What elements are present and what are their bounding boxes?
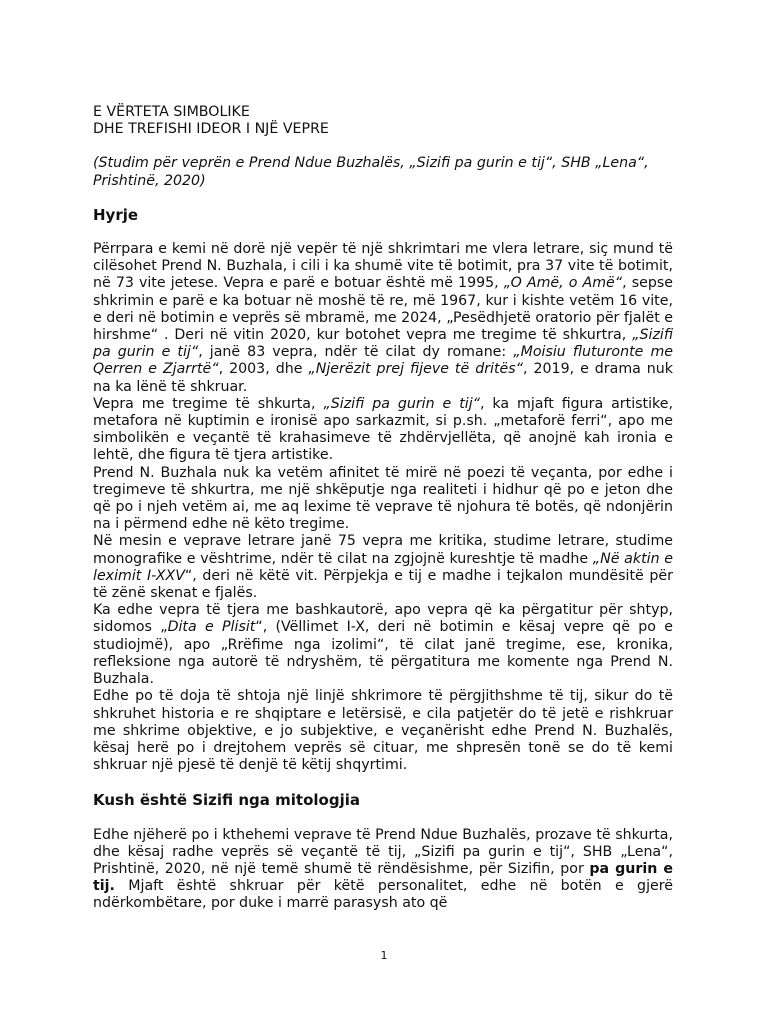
document-title [93, 104, 673, 138]
bold-run: pa gurin e tij. [93, 860, 673, 895]
paragraph-3: Prend N. Buzhala nuk ka vetëm afinitet të mirë në poezi të veçanta, por edhe i tregimeve të shkurtra, me një shkëputje nga realiteti i hidhur që po e jeton dhe që po i njeh vetëm ai, me aq lexime të veprave të njohura të botës, që ndonjërin na i përmend edhe në këto tregime. [93, 464, 673, 533]
text-run: Vepra me tregime të shkurta, [93, 395, 324, 412]
italic-run: „Sizifi pa gurin e tij“ [323, 395, 480, 412]
text-run: , 2019, e drama nuk na ka lënë të shkruar. [93, 361, 674, 395]
italic-run: „Njerëzit prej fijeve të dritës“ [308, 361, 524, 378]
italic-run: „Moisiu fluturonte me Qerren e Zjarrtë“ [93, 344, 673, 378]
text-run: , 2003, dhe [218, 361, 309, 378]
text-run: Në mesin e veprave letrare janë 75 vepra me kritika, studime letrare, studime monografike e vështrime, ndër të cilat na zgjojnë kureshtje të madhe [93, 533, 673, 567]
italic-run: Dita e Plisit [167, 619, 256, 636]
text-run: Përrpara e kemi në dorë një vepër të një shkrimtari me vlera letrare, siç mund të cilësohet Prend N. Buzhala, i cili i ka shumë vite të botimit, pra 37 vite të botimit, në 73 vite jetese. Vepra e parë e botuar është më 1995, [93, 241, 673, 292]
title-line-1: E VËRTETA SIMBOLIKE [93, 104, 250, 120]
paragraph-5 [93, 602, 673, 688]
section-hyrje-body [93, 241, 673, 774]
italic-run: „O Amë, o Amë“ [503, 275, 623, 292]
page-number: 1 [380, 949, 388, 962]
title-line-2: DHE TREFISHI IDEOR I NJË VEPRE [93, 121, 329, 138]
italic-run: „Në aktin e leximit I-XXV [93, 550, 673, 584]
document-subtitle: (Studim për veprën e Prend Ndue Buzhalës, „Sizifi pa gurin e tij“, SHB „Lena“, Prishtinë, 2020) [93, 155, 649, 189]
paragraph-6: Edhe po të doja të shtoja një linjë shkrimore të përgjithshme të tij, sikur do të shkruhet historia e re shqiptare e letërsisë, e cila patjetër do të jetë e rishkruar me shkrime objektive, e jo subjektive, e veçanërisht edhe Prend N. Buzhalës, kësaj herë po i drejtohem veprës së cituar, me shpresën tonë se do të kemi shkruar një pjesë të denjë të këtij shqyrtimi. [93, 688, 673, 774]
paragraph-1 [93, 241, 673, 396]
text-run: , sepse shkrimin e parë e ka botuar në moshë të re, më 1967, kur i kishte vetëm 16 vite, e deri në botimin e veprës së mbramë, me 2024, „Pesëdhjetë oratorio për fjalët e hirshme“ . Deri në vitin 2020, kur botohet vepra me tregime të shkurtra, [93, 275, 674, 344]
text-run: , ka mjaft figura artistike, metafora në kuptimin e ironisë apo sarkazmit, si p.sh. „metaforë ferri“, apo me simbolikën e veçantë të krahasimeve të zhdërvjellëta, që anojnë kah ironia e lehtë, dhe figura të tjera artistike. [93, 395, 673, 464]
paragraph-4 [93, 533, 673, 602]
italic-run: „Sizifi pa gurin e tij“ [93, 327, 673, 361]
text-run: “, deri në këtë vit. Përpjekja e tij e madhe i tejkalon mundësitë për të zënë skenat e fjalës. [93, 567, 673, 602]
text-run: “, (Vëllimet I-X, deri në botimin e kësaj vepre që po e studiojmë), apo „Rrëfime nga izolimi“, të cilat janë tregime, ese, kronika, refleksione nga autorë të ndryshëm, të përgatitura me komente nga Prend N. Buzhala. [93, 619, 673, 688]
text-run: Edhe njëherë po i kthehemi veprave të Prend Ndue Buzhalës, prozave të shkurta, dhe kësaj radhe veprës së veçantë të tij, „Sizifi pa gurin e tij“, SHB „Lena“, Prishtinë, 2020, në një temë shumë të rëndësishme, për Sizifin, por [93, 826, 673, 877]
paragraph-7 [93, 827, 673, 913]
document-body [93, 104, 673, 913]
text-run: Mjaft është shkruar për këtë personalitet, edhe në botën e gjerë ndërkombëtare, por duke i marrë parasysh ato që [93, 878, 673, 912]
section-sizifi-body [93, 827, 673, 913]
text-run: Ka edhe vepra të tjera me bashkautorë, apo vepra që ka përgatitur për shtyp, sidomos „ [93, 602, 673, 636]
section-heading-hyrje: Hyrje [93, 205, 139, 224]
text-run: , janë 83 vepra, ndër të cilat dy romane: [198, 344, 514, 361]
section-heading-sizifi: Kush është Sizifi nga mitologjia [93, 791, 360, 810]
paragraph-2 [93, 396, 673, 465]
